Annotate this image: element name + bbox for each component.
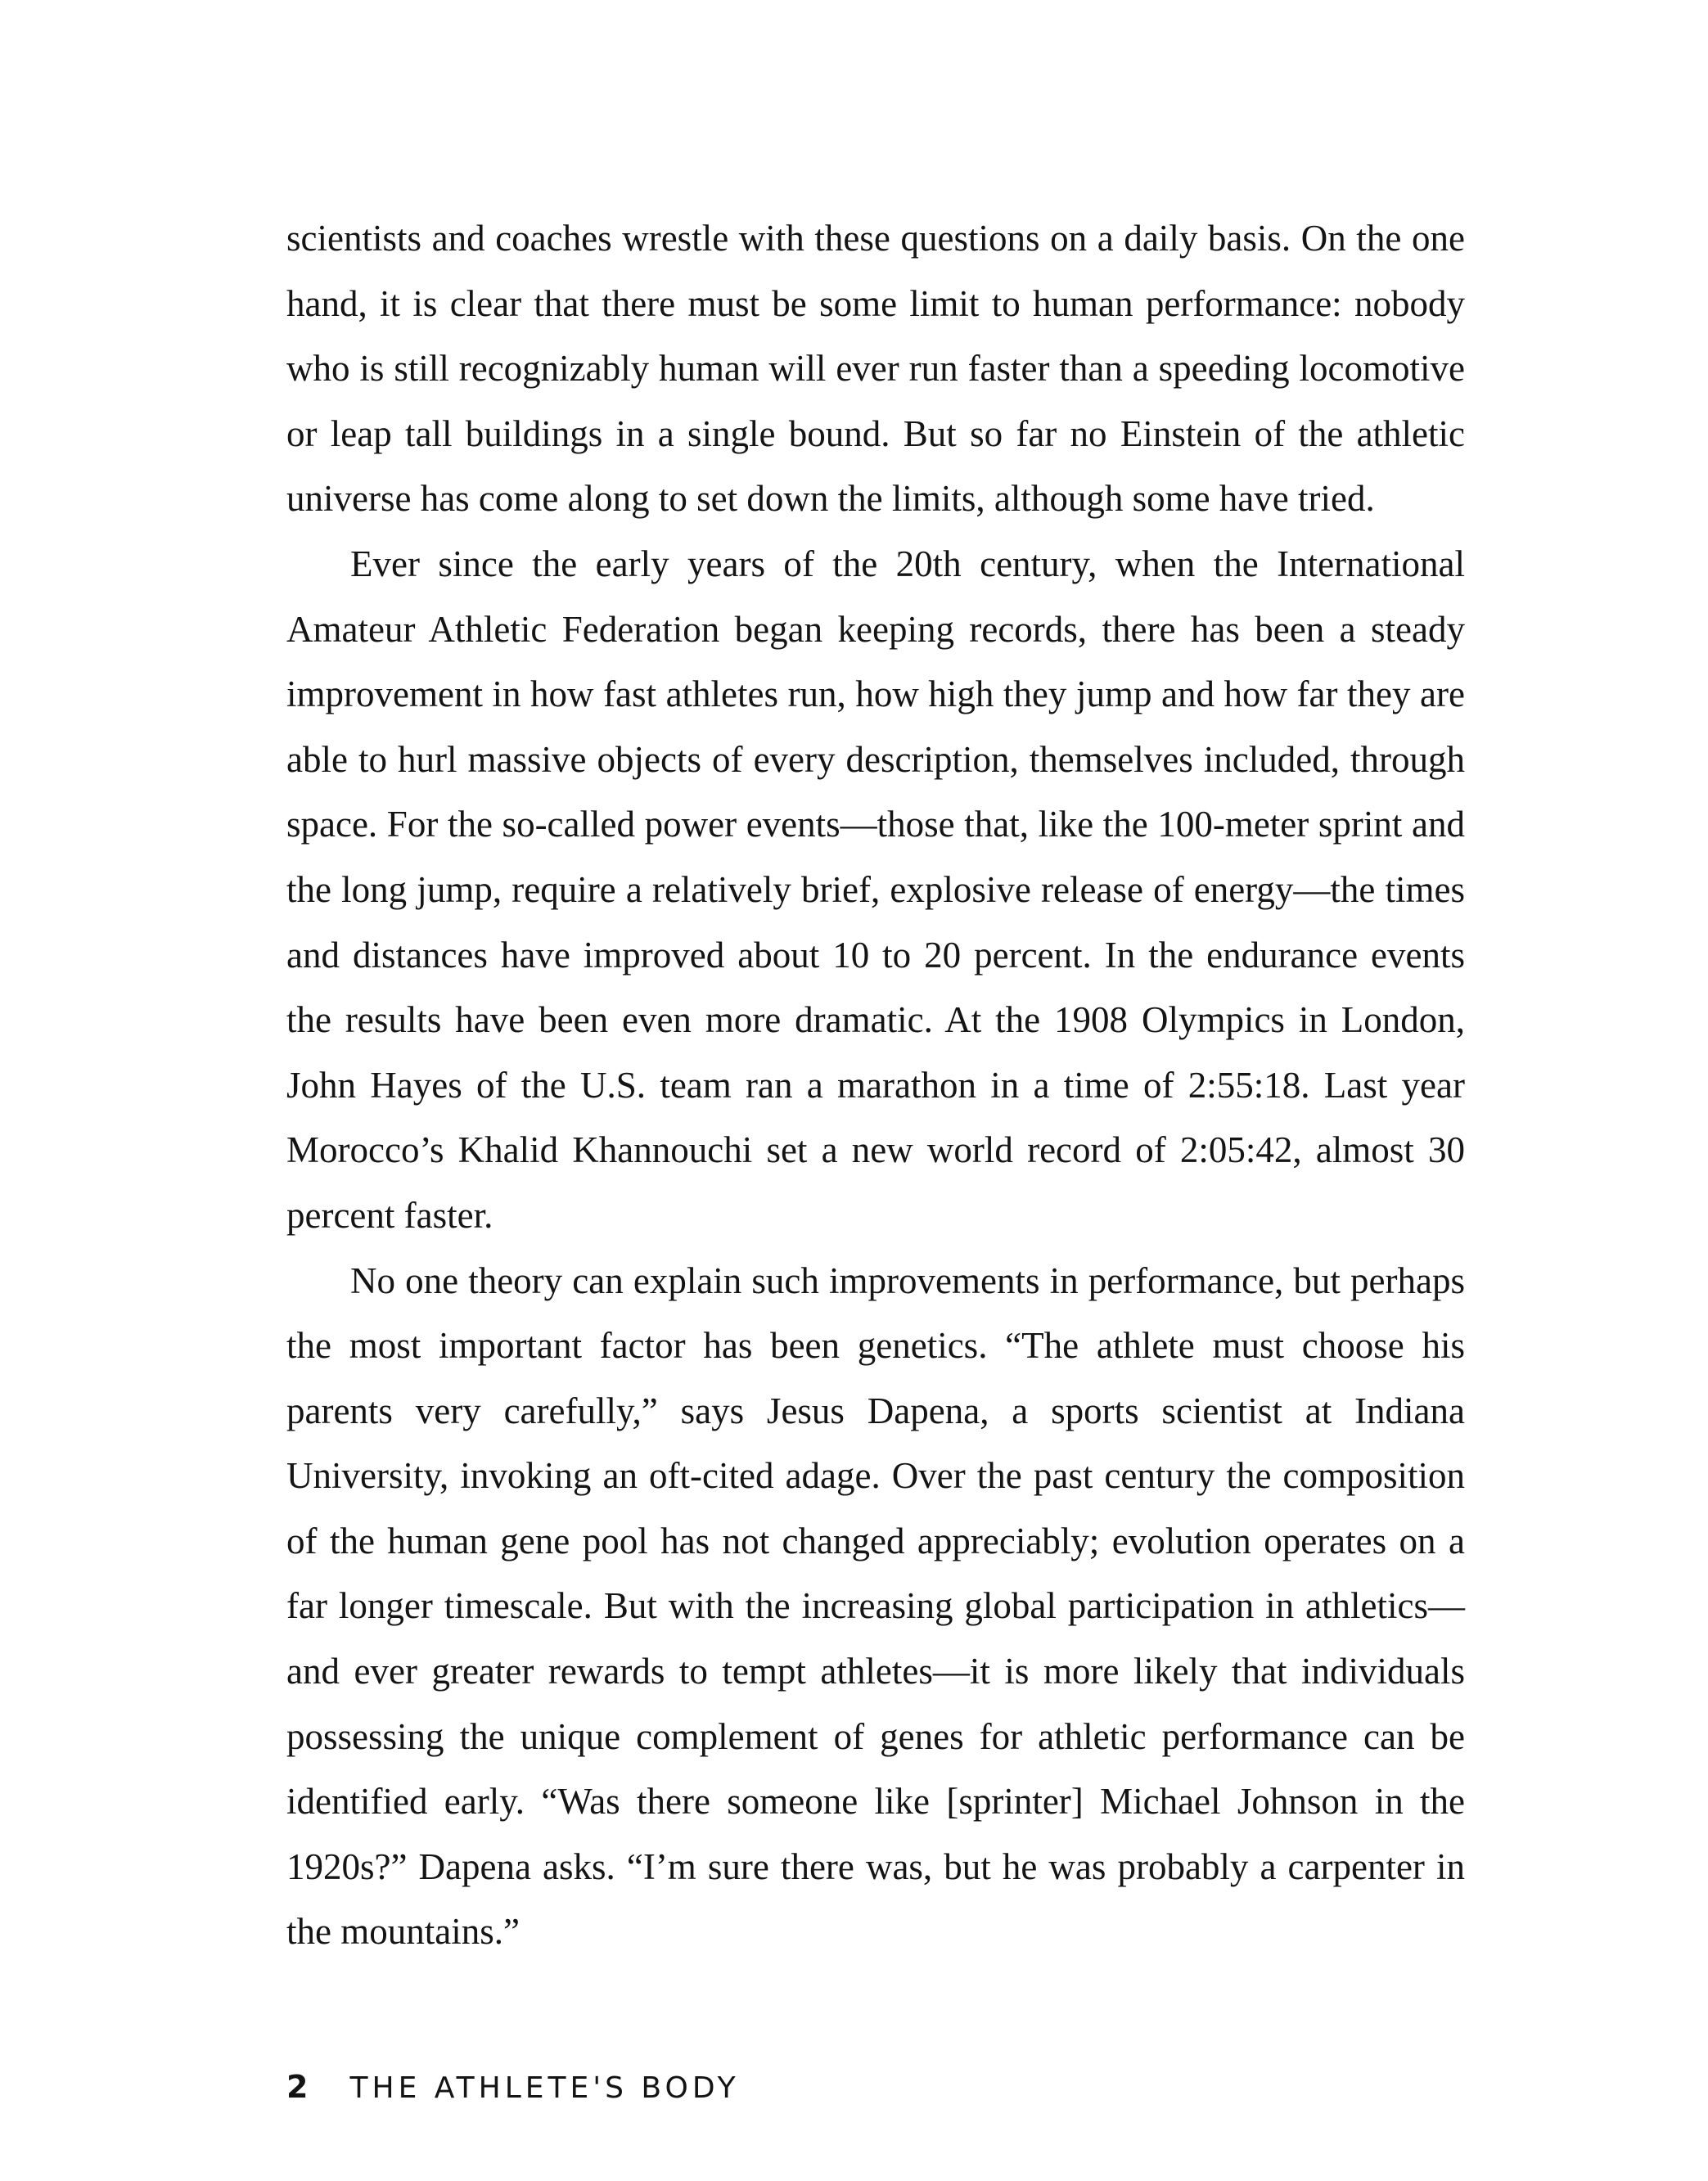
body-text [286, 206, 1465, 1965]
paragraph-1: scientists and coaches wrestle with these questions on a daily basis. On the one hand, it is clear that there must be some limit to human performance: nobody who is still recognizably human will ever run faster than a speeding locomotive or leap tall buildings in a single bound. But so far no Einstein of the athletic universe has come along to set down the limits, although some have tried. [286, 218, 1465, 520]
page-number: 2 [286, 2069, 309, 2105]
paragraph-3: No one theory can explain such improvements in performance, but perhaps the most important factor has been genetics. “The athlete must choose his parents very carefully,” says Jesus Dapena, a sports scientist at Indiana University, invoking an oft-cited adage. Over the past century the composition of the human gene pool has not changed appreciably; evolution operates on a far longer timescale. But with the increasing global participation in athletics—and ever greater rewards to tempt athletes—it is more likely that individuals possessing the unique complement of genes for athletic performance can be identified early. “Was there someone like [sprinter] Michael Johnson in the 1920s?” Dapena asks. “I’m sure there was, but he was probably a carpenter in the mountains.” [286, 1259, 1465, 1953]
page-footer [286, 2069, 740, 2105]
running-head: THE ATHLETE'S BODY [349, 2071, 740, 2105]
paragraph-2: Ever since the early years of the 20th century, when the International Amateur Athletic Federation began keeping records, there has been a steady improvement in how fast athletes run, how high they jump and how far they are able to hurl massive objects of every description, themselves included, through space. For the so-called power events—those that, like the 100-meter sprint and the long jump, require a relatively brief, explosive release of energy—the times and distances have improved about 10 to 20 percent. In the endurance events the results have been even more dramatic. At the 1908 Olympics in London, John Hayes of the U.S. team ran a marathon in a time of 2:55:18. Last year Morocco’s Khalid Khannouchi set a new world record of 2:05:42, almost 30 percent faster. [286, 543, 1465, 1236]
